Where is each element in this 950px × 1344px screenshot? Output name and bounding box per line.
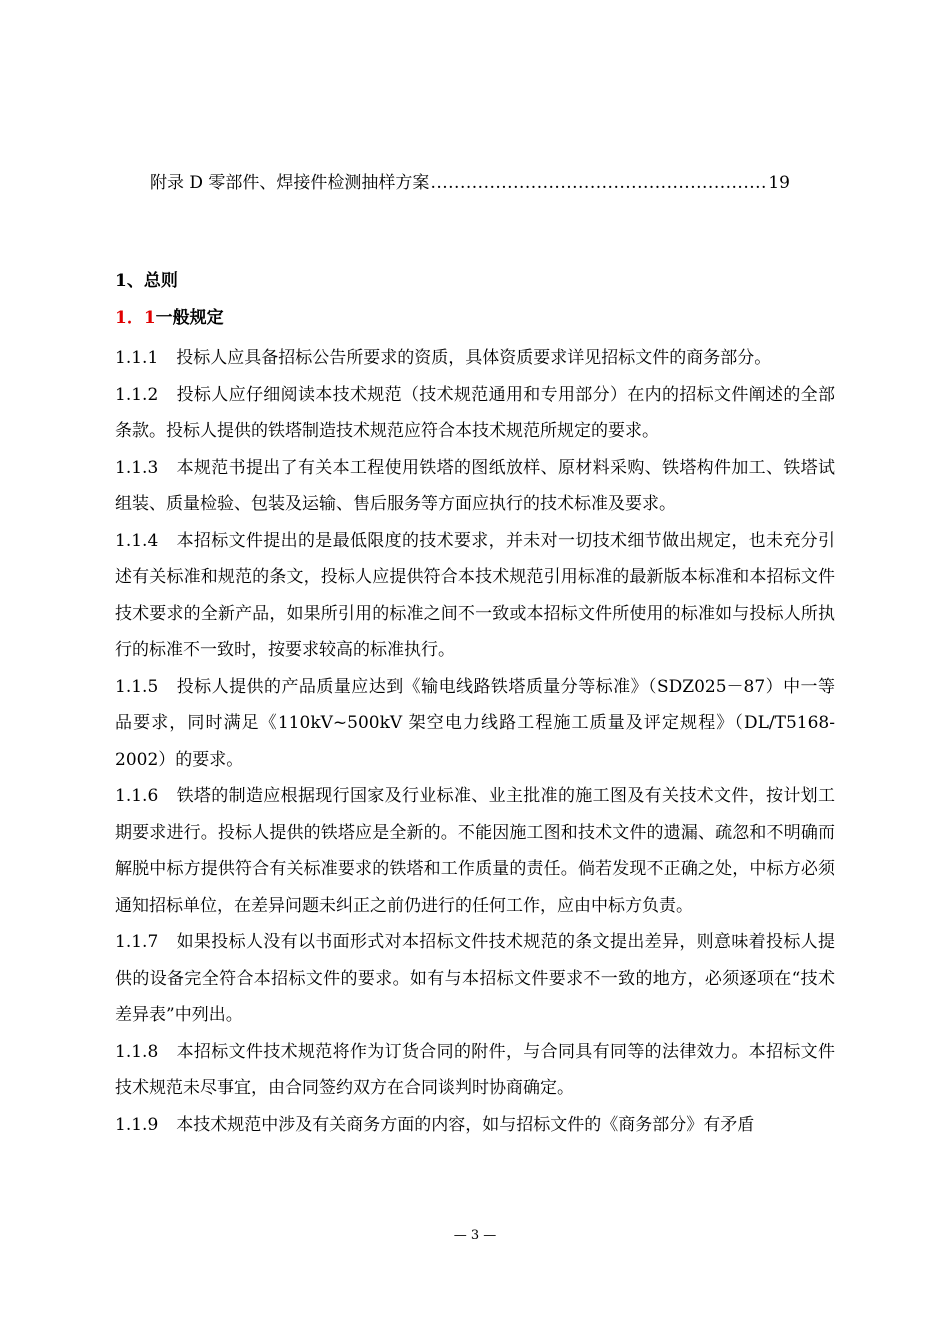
- clause-text: 铁塔的制造应根据现行国家及行业标准、业主批准的施工图及有关技术文件，按计划工期要求进行。投标人提供的铁塔应是全新的。不能因施工图和技术文件的遗漏、疏忽和不明确而解脱中标方提供符合有关标准要求的铁塔和工作质量的责任。倘若发现不正确之处，中标方必须通知招标单位，在差异问题未纠正之前仍进行的任何工作，应由中标方负责。: [115, 786, 835, 916]
- clause-text: 投标人应具备招标公告所要求的资质，具体资质要求详见招标文件的商务部分。: [176, 348, 772, 368]
- section-heading: 1、总则: [115, 271, 178, 291]
- subsection-heading: [115, 303, 224, 328]
- toc-entry[interactable]: [150, 168, 790, 194]
- clause-number: 1.1.3: [115, 457, 159, 478]
- clause-text: 本招标文件技术规范将作为订货合同的附件，与合同具有同等的法律效力。本招标文件技术规范未尽事宜，由合同签约双方在合同谈判时协商确定。: [115, 1041, 835, 1098]
- clause-paragraph: [115, 340, 835, 377]
- clause-paragraph: [115, 669, 835, 779]
- clause-text: 本规范书提出了有关本工程使用铁塔的图纸放样、原材料采购、铁塔构件加工、铁塔试组装、质量检验、包装及运输、售后服务等方面应执行的技术标准及要求。: [115, 457, 835, 514]
- clause-paragraph: [115, 1034, 835, 1107]
- clause-text: 投标人提供的产品质量应达到《输电线路铁塔质量分等标准》（SDZ025－87）中一等品要求，同时满足《110kV~500kV 架空电力线路工程施工质量及评定规程》（DL/T5168-2002）的要求。: [115, 676, 835, 770]
- subsection-title: 一般规定: [155, 308, 224, 328]
- clause-number: 1.1.1: [115, 348, 159, 368]
- clause-number: 1.1.4: [115, 530, 159, 551]
- toc-entry-label: 附录 D 零部件、焊接件检测抽样方案: [150, 173, 430, 193]
- clause-number: 1.1.7: [115, 932, 159, 952]
- clause-paragraph: [115, 523, 835, 669]
- clause-paragraph: [115, 450, 835, 523]
- clause-number: 1.1.2: [115, 384, 159, 405]
- clause-number: 1.1.5: [115, 676, 159, 697]
- clause-paragraph: [115, 1107, 835, 1144]
- clause-text: 投标人应仔细阅读本技术规范（技术规范通用和专用部分）在内的招标文件阐述的全部条款。投标人提供的铁塔制造技术规范应符合本技术规范所规定的要求。: [115, 384, 835, 441]
- clause-number: 1.1.6: [115, 786, 159, 806]
- clause-paragraph: [115, 377, 835, 450]
- clause-text: 本技术规范中涉及有关商务方面的内容，如与招标文件的《商务部分》有矛盾: [176, 1114, 755, 1135]
- clause-paragraph: [115, 924, 835, 1034]
- clause-list: [115, 340, 835, 1143]
- clause-number: 1.1.8: [115, 1041, 159, 1062]
- clause-number: 1.1.9: [115, 1114, 159, 1135]
- toc-entry-page: 19: [768, 173, 790, 193]
- clause-text: 本招标文件提出的是最低限度的技术要求，并未对一切技术细节做出规定，也未充分引述有关标准和规范的条文，投标人应提供符合本技术规范引用标准的最新版本标准和本招标文件技术要求的全新产品，如果所引用的标准之间不一致或本招标文件所使用的标准如与投标人所执行的标准不一致时，按要求较高的标准执行。: [115, 530, 835, 660]
- page-number: — 3 —: [453, 1228, 497, 1243]
- clause-text: 如果投标人没有以书面形式对本招标文件技术规范的条文提出差异，则意味着投标人提供的设备完全符合本招标文件的要求。如有与本招标文件要求不一致的地方，必须逐项在“技术差异表”中列出。: [115, 932, 835, 1025]
- clause-paragraph: [115, 778, 835, 924]
- subsection-number: 1．1: [115, 308, 156, 328]
- toc-leader-dots: [430, 173, 767, 193]
